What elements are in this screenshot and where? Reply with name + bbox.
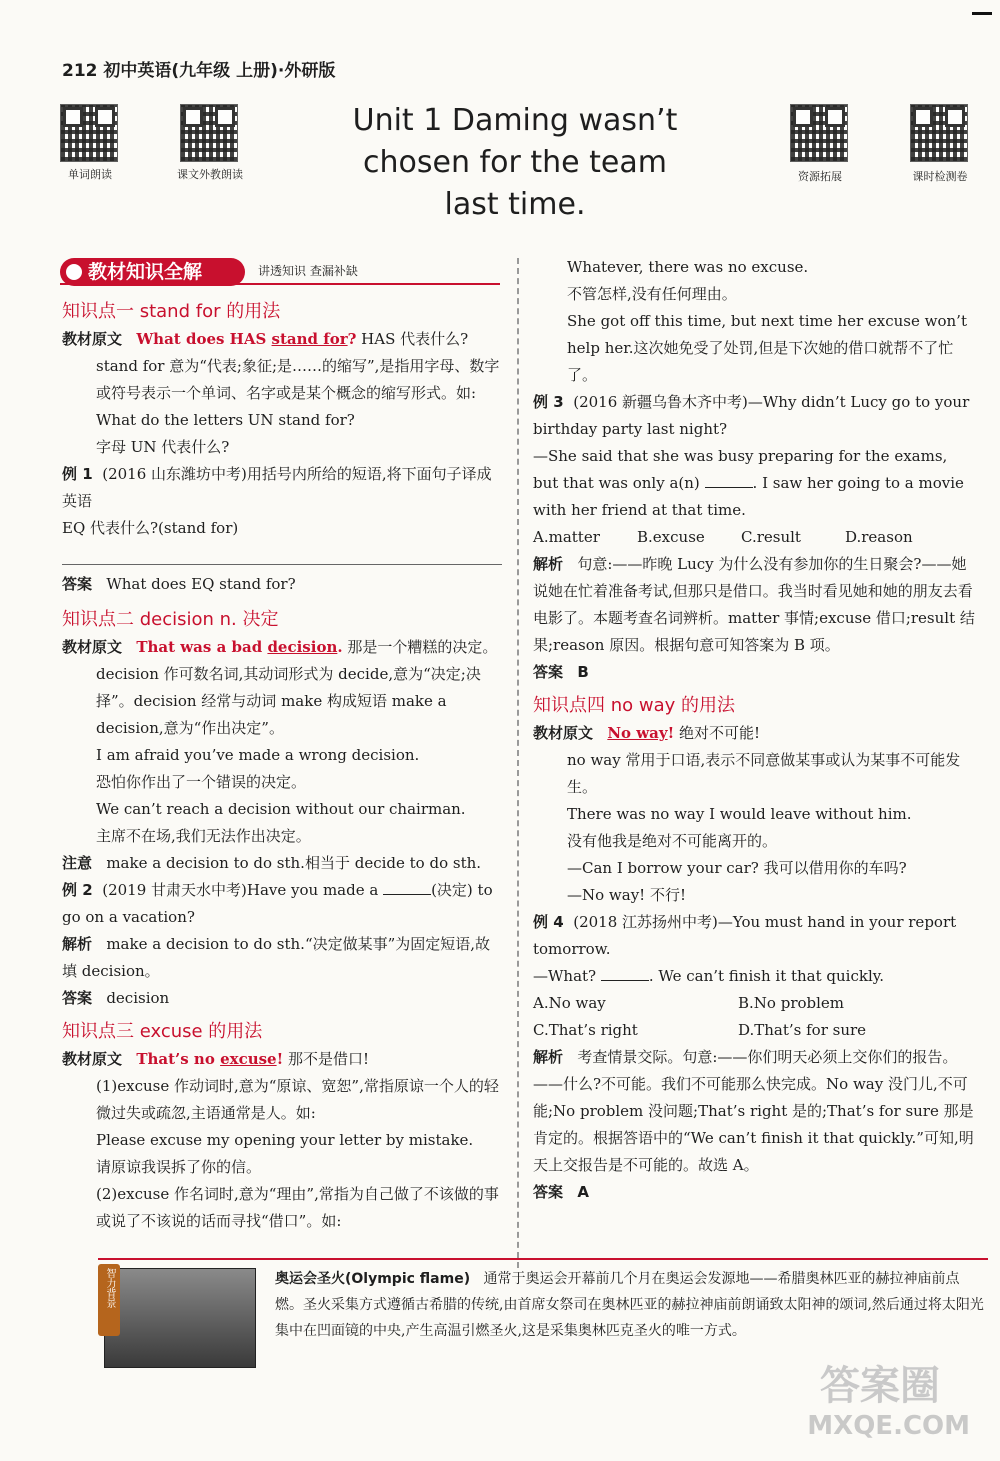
kp2-jx-text: make a decision to do sth.“决定做某事”为固定短语,故填 decision。 [62,935,491,980]
kp2-example2 [62,877,504,931]
qr-code-vocab[interactable] [60,104,118,162]
kp3-original [62,1046,504,1073]
li3-label: 例 3 [533,393,564,411]
kp4-explain: no way 常用于口语,表示不同意做某事或认为某事不可能发生。 [567,751,961,796]
kp3-explain2: (2)excuse 作名词时,意为“理由”,常指为自己做了不该做的事或说了不该说的话而寻找“借口”。如: [96,1185,499,1230]
li4-text: (2018 江苏扬州中考)—You must hand in your report tomorrow. [533,913,957,958]
footer-body: 通常于奥运会开幕前几个月在奥运会发源地——希腊奥林匹亚的赫拉神庙前点燃。圣火采集方式遵循古希腊的传统,由首席女祭司在奥林匹亚的赫拉神庙前朗诵致太阳神的颂词,然后通过将太阳光集中在凹面镜的中央,产生高温引燃圣火,这是采集奥林匹克圣火的唯一方式。 [275,1271,984,1339]
kp4-orig-label: 教材原文 [533,724,594,742]
qr-label-vocab: 单词朗读 [68,168,112,181]
kp1-orig-label: 教材原文 [62,330,123,348]
li3-b1: —She said that she was busy preparing for the exams, but that was only a(n) [533,447,948,492]
ans4-text: A [577,1183,589,1201]
section-subtitle: 讲透知识 查漏补缺 [258,264,358,278]
li3-answer-blank[interactable] [705,473,753,488]
example3-answer [533,659,975,686]
kp2-ans-label: 答案 [62,989,93,1007]
kp2-orig-label: 教材原文 [62,638,123,656]
kp4-original [533,720,975,747]
left-column [62,298,504,1235]
ans3-label: 答案 [533,663,564,681]
example4-answer [533,1179,975,1206]
kp3-title: 知识点三 excuse 的用法 [62,1021,263,1042]
column-divider [517,258,519,1268]
example3 [533,389,975,443]
kp2-note-label: 注意 [62,854,93,872]
ans4-label: 答案 [533,1183,564,1201]
ans3-text: B [577,663,589,681]
li3-option-a[interactable]: A.matter [533,528,600,546]
kp1-orig-b: stand for [271,330,348,348]
kp2-ex1-cn: 恐怕你作出了一个错误的决定。 [96,773,307,791]
kp1-original [62,326,504,353]
example3-options [533,524,975,551]
kp2-jx-label: 解析 [62,935,93,953]
kp2-li-b: (决定) to go on a vacation? [62,881,493,926]
right-column [533,254,975,1206]
kp3-explain1: (1)excuse 作动词时,意为“原谅、宽恕”,常指原谅一个人的轻微过失或疏忽,主语通常是人。如: [96,1077,499,1122]
li4-option-b[interactable]: B.No problem [738,994,845,1012]
kp2-note [62,850,504,877]
kp3-orig-cn: 那不是借口! [283,1050,369,1068]
kp1-ans-label: 答案 [62,575,93,593]
section-rule [60,283,500,285]
kp2-answer [62,985,504,1012]
kp1-orig-c: ? [347,330,357,348]
qr-label-text-reading: 课文外教朗读 [177,168,243,181]
kp2-note-text: make a decision to do sth.相当于 decide to do sth. [106,854,482,872]
kp1-li-label: 例 1 [62,465,93,483]
page-edge-mark [972,12,992,15]
kp1-example1 [62,461,504,515]
kp2-ex2-en: We can’t reach a decision without our chairman. [96,800,466,818]
example3-analysis [533,551,975,659]
kp2-analysis [62,931,504,985]
kp4-orig-b: No way [607,724,668,742]
example4-options-row1 [533,990,975,1017]
kp2-li-a: (2019 甘肃天水中考)Have you made a [102,881,384,899]
kp1-ex-cn: 字母 UN 代表什么? [96,438,230,456]
li3-option-b[interactable]: B.excuse [637,528,705,546]
footer-tag [98,1264,120,1336]
li3-b2: . I saw her going to a movie with her friend at that time. [533,474,964,519]
watermark-url: MXQE.COM [807,1411,970,1441]
example4 [533,909,975,963]
kp4-title: 知识点四 no way 的用法 [533,695,735,716]
kp3-ex1-en: Please excuse my opening your letter by mistake. [96,1131,474,1149]
qr-code-quiz[interactable] [910,104,968,162]
kp2-ex1-en: I am afraid you’ve made a wrong decision. [96,746,420,764]
kp2-original [62,634,504,661]
kp4-ex1-cn: 没有他我是绝对不可能离开的。 [567,832,778,850]
li4-option-d[interactable]: D.That’s for sure [738,1021,867,1039]
kp1-li-text: (2016 山东潍坊中考)用括号内所给的短语,将下面句子译成英语 [62,465,492,510]
kp4-ex2: —Can I borrow your car? 我可以借用你的车吗? [567,859,907,877]
example3-body [533,443,975,524]
kp1-title: 知识点一 stand for 的用法 [62,301,281,322]
li4-option-a[interactable]: A.No way [533,994,606,1012]
kp3-orig-c: ! [276,1050,284,1068]
jx3-label: 解析 [533,555,564,573]
kp4-ex3: —No way! 不行! [567,886,687,904]
li3-option-c[interactable]: C.result [741,528,801,546]
kp1-question: EQ 代表什么?(stand for) [62,519,239,537]
kp1-ex-en: What do the letters UN stand for? [96,411,355,429]
kp2-explain: decision 作可数名词,其动词形式为 decide,意为“决定;决择”。decision 经常与动词 make 构成短语 make a decision,意为“作出决定”。 [96,665,481,737]
kp3-orig-label: 教材原文 [62,1050,123,1068]
kp2-li-label: 例 2 [62,881,93,899]
kp4-ex1-en: There was no way I would leave without him. [567,805,912,823]
li4-option-c[interactable]: C.That’s right [533,1021,638,1039]
watermark-logo: 答案圈 [820,1363,940,1409]
qr-label-quiz: 课时检测卷 [912,170,968,183]
kp2-title: 知识点二 decision n. 决定 [62,609,279,630]
kp2-ex2-cn: 主席不在场,我们无法作出决定。 [96,827,311,845]
li4-b1: —What? [533,967,601,985]
kp4-orig-cn: 绝对不可能! [674,724,761,742]
li4-answer-blank[interactable] [601,966,649,981]
footer-tag-text: 智力背景 [104,1268,115,1308]
kp2-answer-blank[interactable] [383,880,431,895]
footer-title: 奥运会圣火(Olympic flame) [275,1271,471,1287]
kp2-orig-c: . [337,638,343,656]
kp1-orig-cn: HAS 代表什么? [356,330,469,348]
kp4-orig-c: ! [667,724,675,742]
page-header: 212 初中英语(九年级 上册)·外研版 [62,61,336,81]
kp3-ex3-en: Whatever, there was no excuse. [567,258,809,276]
qr-code-resources[interactable] [790,104,848,162]
li3-option-d[interactable]: D.reason [845,528,913,546]
unit-title-line3: last time. [444,187,586,222]
li3-text: (2016 新疆乌鲁木齐中考)—Why didn’t Lucy go to your birthday party last night? [533,393,970,438]
kp1-ans-text: What does EQ stand for? [106,575,296,593]
example4-analysis [533,1044,975,1179]
section-banner-text: 教材知识全解 [88,261,203,283]
kp2-ans-text: decision [106,989,170,1007]
jx3-text: 句意:——昨晚 Lucy 为什么没有参加你的生日聚会?——她说她在忙着准备考试,但那只是借口。我当时看见她和她的朋友去看电影了。本题考查名词辨析。matter 事情;excuse 借口;result 结果;reason 原因。根据句意可知答案为 B 项。 [533,555,975,654]
li4-b2: . We can’t finish it that quickly. [648,967,885,985]
unit-title [300,100,730,226]
kp3-ex1-cn: 请原谅我误拆了你的信。 [96,1158,262,1176]
example4-options-row2 [533,1017,975,1044]
footer-text [275,1266,987,1344]
kp2-orig-cn: 那是一个糟糕的决定。 [342,638,498,656]
jx4-label: 解析 [533,1048,564,1066]
unit-title-line1: Unit 1 Daming wasn’t [352,103,678,138]
speaker-icon [66,264,82,280]
jx4-text: 考查情景交际。句意:——你们明天必须上交你们的报告。——什么?不可能。我们不可能那么快完成。No way 没门儿,不可能;No problem 没问题;That’s right 是的;That’s for sure 那是肯定的。根据答语中的“We can’t finish it that quickly.”可知,明天上交报告是不可能的。故选 A。 [533,1048,974,1174]
example4-body [533,963,975,990]
kp1-answer-rule [62,564,502,565]
kp1-explain: stand for 意为“代表;象征;是……的缩写”,是指用字母、数字或符号表示一个单词、名字或是某个概念的缩写形式。如: [96,357,500,402]
kp3-ex3-cn: 不管怎样,没有任何理由。 [567,285,737,303]
kp2-orig-a: That was a bad [136,638,268,656]
olympic-flame-photo [104,1268,256,1368]
li4-label: 例 4 [533,913,564,931]
kp1-orig-a: What does HAS [136,330,272,348]
kp2-orig-b: decision [267,638,338,656]
kp1-answer [62,571,504,598]
qr-code-text-reading[interactable] [180,104,238,162]
kp3-orig-a: That’s no [136,1050,221,1068]
unit-title-line2: chosen for the team [363,145,667,180]
section-banner [60,258,245,286]
kp3-orig-b: excuse [220,1050,277,1068]
kp3-ex4: She got off this time, but next time her excuse won’t help her.这次她免受了处罚,但是下次她的借口就帮不了忙了。 [567,312,967,384]
qr-label-resources: 资源拓展 [798,170,842,183]
